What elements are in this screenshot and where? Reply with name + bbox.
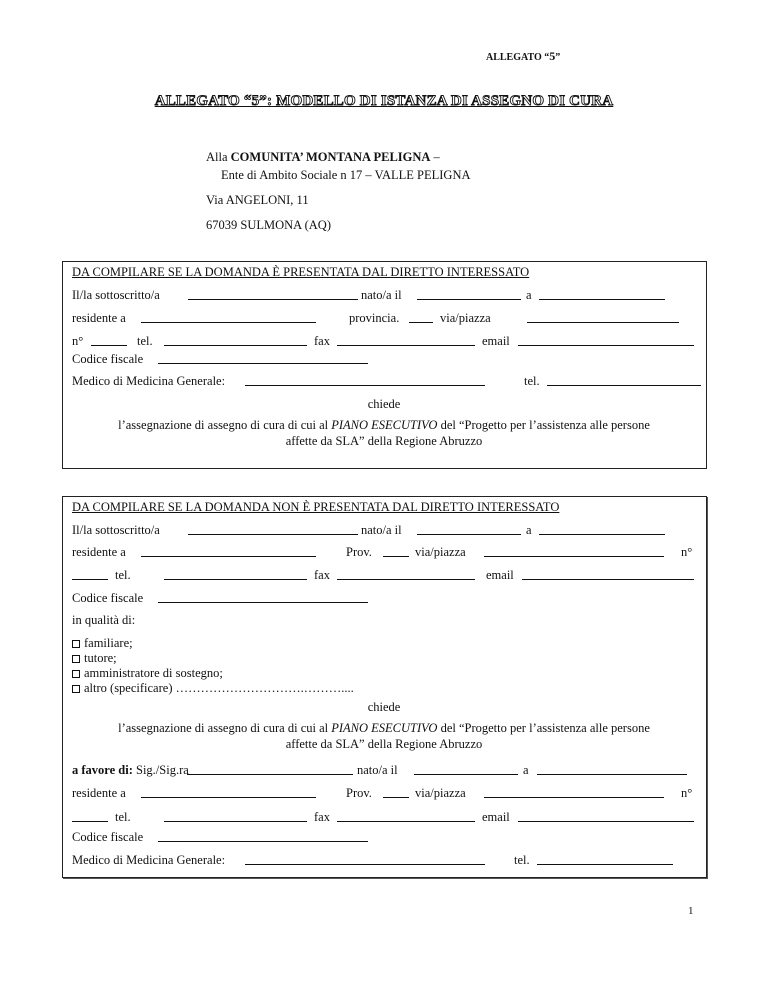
field-beneficiary-street[interactable] <box>484 797 664 798</box>
label-via-2: via/piazza <box>415 545 466 559</box>
label-a-2: a <box>526 523 532 537</box>
field-street[interactable] <box>527 322 679 323</box>
label-fax-3: fax <box>314 810 330 824</box>
field-beneficiary-street-number[interactable] <box>72 821 108 822</box>
field-beneficiary-province[interactable] <box>383 797 409 798</box>
label-sottoscritto-2: Il/la sottoscritto/a <box>72 523 160 537</box>
field-beneficiary-codice-fiscale[interactable] <box>158 841 368 842</box>
checkbox-icon[interactable] <box>72 685 80 693</box>
label-medico-2: Medico di Medicina Generale: <box>72 853 226 867</box>
label-a-3: a <box>523 763 529 777</box>
allegato-tag: ALLEGATO “5” <box>486 49 561 63</box>
section1-heading: DA COMPILARE SE LA DOMANDA È PRESENTATA DAL DIRETTO INTERESSATO <box>72 265 530 279</box>
field-doctor-phone[interactable] <box>547 385 701 386</box>
page-number: 1 <box>688 905 694 917</box>
address-line-4: 67039 SULMONA (AQ) <box>206 218 331 232</box>
label-codice-fiscale-3: Codice fiscale <box>72 830 144 844</box>
field-street-2[interactable] <box>484 556 664 557</box>
address-line-3: Via ANGELONI, 11 <box>206 193 309 207</box>
label-provincia: provincia. <box>349 311 400 325</box>
option-tutore[interactable]: tutore; <box>72 651 117 666</box>
field-street-number[interactable] <box>91 345 127 346</box>
label-numero-3: n° <box>681 786 693 800</box>
label-tel-2: tel. <box>115 568 131 582</box>
field-beneficiary-birth-place[interactable] <box>537 774 687 775</box>
field-beneficiary-phone[interactable] <box>164 821 307 822</box>
chiede-1: chiede <box>367 397 401 411</box>
option-amministratore[interactable]: amministratore di sostegno; <box>72 666 223 681</box>
field-residence[interactable] <box>141 322 316 323</box>
field-province[interactable] <box>409 322 433 323</box>
label-doctor-tel-2: tel. <box>514 853 530 867</box>
label-numero-2: n° <box>681 545 693 559</box>
label-via: via/piazza <box>440 311 491 325</box>
field-province-2[interactable] <box>383 556 409 557</box>
label-prov-2: Prov. <box>346 545 372 559</box>
label-nato: nato/a il <box>361 288 402 302</box>
label-residente-2: residente a <box>72 545 126 559</box>
label-sottoscritto: Il/la sottoscritto/a <box>72 288 160 302</box>
label-medico: Medico di Medicina Generale: <box>72 374 226 388</box>
field-street-number-2[interactable] <box>72 579 108 580</box>
field-codice-fiscale[interactable] <box>158 363 368 364</box>
field-doctor[interactable] <box>245 385 485 386</box>
label-codice-fiscale-2: Codice fiscale <box>72 591 144 605</box>
label-fax: fax <box>314 334 330 348</box>
field-fax-2[interactable] <box>337 579 475 580</box>
field-beneficiary-doctor[interactable] <box>245 864 485 865</box>
section2-heading: DA COMPILARE SE LA DOMANDA NON È PRESENTATA DAL DIRETTO INTERESSATO <box>72 500 560 514</box>
label-residente: residente a <box>72 311 126 325</box>
field-beneficiary-name[interactable] <box>187 774 353 775</box>
checkbox-icon[interactable] <box>72 640 80 648</box>
request-text-2: l’assegnazione di assegno di cura di cui al PIANO ESECUTIVO del “Progetto per l’assistenza alle persone affette da SLA” della Regione Abruzzo <box>118 721 650 751</box>
address-recipient: Alla COMUNITA’ MONTANA PELIGNA – <box>206 150 440 164</box>
chiede-2: chiede <box>367 700 401 714</box>
label-doctor-tel: tel. <box>524 374 540 388</box>
label-numero: n° <box>72 334 84 348</box>
checkbox-icon[interactable] <box>72 670 80 678</box>
field-name[interactable] <box>188 299 358 300</box>
label-qualita: in qualità di: <box>72 613 136 627</box>
field-beneficiary-email[interactable] <box>518 821 694 822</box>
field-phone[interactable] <box>164 345 307 346</box>
label-email-2: email <box>486 568 514 582</box>
field-codice-fiscale-2[interactable] <box>158 602 368 603</box>
request-text-1: l’assegnazione di assegno di cura di cui al PIANO ESECUTIVO del “Progetto per l’assistenza alle persone affette da SLA” della Regione Abruzzo <box>118 418 650 448</box>
field-beneficiary-doctor-phone[interactable] <box>537 864 673 865</box>
label-a: a <box>526 288 532 302</box>
checkbox-icon[interactable] <box>72 655 80 663</box>
label-email-3: email <box>482 810 510 824</box>
field-birth-date-2[interactable] <box>417 534 521 535</box>
field-fax[interactable] <box>337 345 475 346</box>
label-fax-2: fax <box>314 568 330 582</box>
label-tel: tel. <box>137 334 153 348</box>
field-beneficiary-residence[interactable] <box>141 797 316 798</box>
label-codice-fiscale: Codice fiscale <box>72 352 144 366</box>
field-birth-place-2[interactable] <box>539 534 665 535</box>
label-nato-2: nato/a il <box>361 523 402 537</box>
field-beneficiary-birth-date[interactable] <box>414 774 518 775</box>
field-residence-2[interactable] <box>141 556 316 557</box>
field-phone-2[interactable] <box>164 579 307 580</box>
page-title: ALLEGATO “5”: MODELLO DI ISTANZA DI ASSEGNO DI CURA <box>154 93 614 109</box>
label-residente-3: residente a <box>72 786 126 800</box>
option-familiare[interactable]: familiare; <box>72 636 133 651</box>
label-email: email <box>482 334 510 348</box>
field-email[interactable] <box>518 345 694 346</box>
option-altro[interactable]: altro (specificare) ………………………….……….... <box>72 681 354 696</box>
label-tel-3: tel. <box>115 810 131 824</box>
address-line-2: Ente di Ambito Sociale n 17 – VALLE PELIGNA <box>221 168 471 182</box>
field-name-2[interactable] <box>188 534 358 535</box>
field-beneficiary-fax[interactable] <box>337 821 475 822</box>
field-birth-date[interactable] <box>417 299 521 300</box>
field-birth-place[interactable] <box>539 299 665 300</box>
label-prov-3: Prov. <box>346 786 372 800</box>
label-nato-3: nato/a il <box>357 763 398 777</box>
field-email-2[interactable] <box>522 579 694 580</box>
label-a-favore: a favore di: Sig./Sig.ra <box>72 763 189 777</box>
label-via-3: via/piazza <box>415 786 466 800</box>
